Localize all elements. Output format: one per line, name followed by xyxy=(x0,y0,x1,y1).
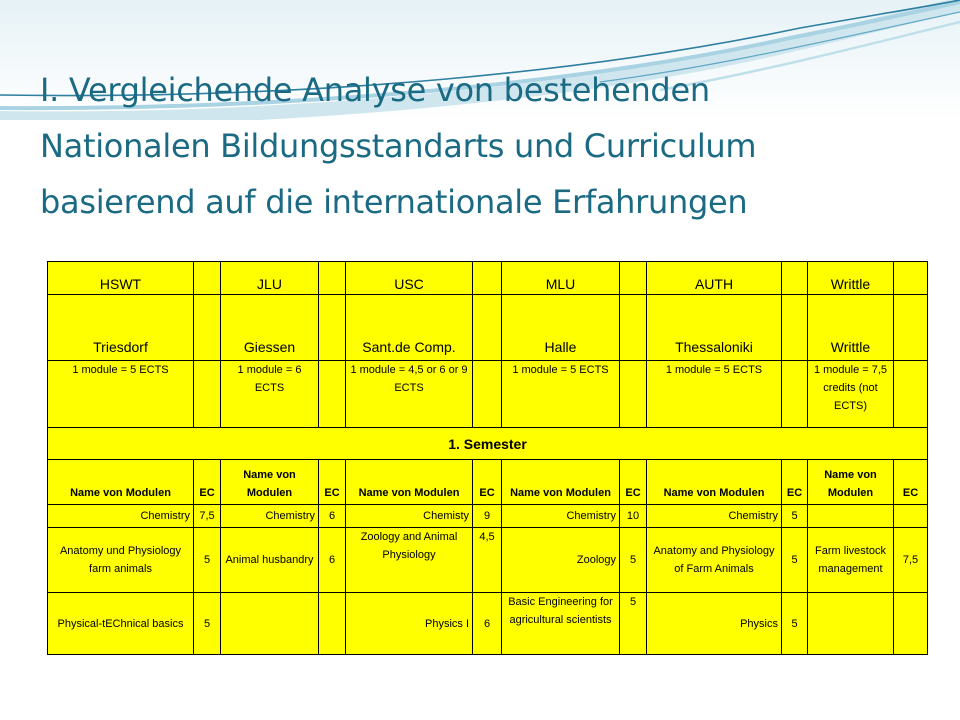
empty-cell xyxy=(782,361,808,428)
city-name: Halle xyxy=(502,295,620,361)
table-row xyxy=(48,505,928,528)
module-size-note: 1 module = 7,5 credits (not ECTS) xyxy=(808,361,894,428)
module-name-cell: Chemistry xyxy=(221,505,319,528)
module-name-cell: Chemistry xyxy=(48,505,194,528)
empty-cell xyxy=(473,295,502,361)
empty-cell xyxy=(194,262,221,295)
empty-cell xyxy=(620,361,647,428)
slide-title-line: basierend auf die internationale Erfahrungen xyxy=(40,183,748,221)
slide-title-line: I. Vergleichende Analyse von bestehenden xyxy=(40,71,710,109)
slide-title-line: Nationalen Bildungsstandarts und Curriculum xyxy=(40,127,757,165)
ects-cell: 5 xyxy=(194,593,221,655)
module-name-header: Name von Modulen xyxy=(48,460,194,505)
module-name-cell: Basic Engineering for agricultural scientists xyxy=(502,593,620,655)
module-name-cell xyxy=(808,505,894,528)
curriculum-comparison-table xyxy=(47,261,928,655)
empty-cell xyxy=(782,262,808,295)
slide-title xyxy=(40,62,940,230)
module-size-note: 1 module = 5 ECTS xyxy=(502,361,620,428)
university-row xyxy=(48,262,928,295)
empty-cell xyxy=(894,361,928,428)
ects-cell: 5 xyxy=(782,593,808,655)
module-name-header: Name von Modulen xyxy=(346,460,473,505)
module-size-note: 1 module = 4,5 or 6 or 9 ECTS xyxy=(346,361,473,428)
module-name-cell: Physics I xyxy=(346,593,473,655)
module-size-note: 1 module = 5 ECTS xyxy=(48,361,194,428)
ects-cell: 9 xyxy=(473,505,502,528)
empty-cell xyxy=(473,262,502,295)
ects-cell xyxy=(894,505,928,528)
module-name-header: Name von Modulen xyxy=(647,460,782,505)
empty-cell xyxy=(620,295,647,361)
ec-header: EC xyxy=(782,460,808,505)
ects-cell: 5 xyxy=(782,528,808,593)
ects-cell: 4,5 xyxy=(473,528,502,593)
ects-cell: 5 xyxy=(194,528,221,593)
city-name: Writtle xyxy=(808,295,894,361)
ects-cell xyxy=(894,593,928,655)
empty-cell xyxy=(894,295,928,361)
empty-cell xyxy=(894,262,928,295)
city-name: Thessaloniki xyxy=(647,295,782,361)
empty-cell xyxy=(319,262,346,295)
ects-cell: 7,5 xyxy=(194,505,221,528)
module-name-cell xyxy=(808,593,894,655)
city-name: Sant.de Comp. xyxy=(346,295,473,361)
module-name-header: Name von Modulen xyxy=(808,460,894,505)
ec-header: EC xyxy=(473,460,502,505)
ec-header: EC xyxy=(620,460,647,505)
university-name: JLU xyxy=(221,262,319,295)
empty-cell xyxy=(473,361,502,428)
ec-header: EC xyxy=(894,460,928,505)
university-name: MLU xyxy=(502,262,620,295)
university-name: Writtle xyxy=(808,262,894,295)
module-size-note: 1 module = 5 ECTS xyxy=(647,361,782,428)
city-name: Giessen xyxy=(221,295,319,361)
empty-cell xyxy=(194,361,221,428)
empty-cell xyxy=(319,361,346,428)
module-name-cell: Chemistry xyxy=(502,505,620,528)
module-name-cell xyxy=(221,593,319,655)
ects-cell: 6 xyxy=(319,528,346,593)
university-name: AUTH xyxy=(647,262,782,295)
city-row xyxy=(48,295,928,361)
column-header-row xyxy=(48,460,928,505)
table-row xyxy=(48,593,928,655)
module-name-header: Name von Modulen xyxy=(502,460,620,505)
ec-header: EC xyxy=(319,460,346,505)
module-name-cell: Animal husbandry xyxy=(221,528,319,593)
ects-cell xyxy=(319,593,346,655)
module-name-header: Name von Modulen xyxy=(221,460,319,505)
university-name: HSWT xyxy=(48,262,194,295)
ects-cell: 6 xyxy=(473,593,502,655)
module-name-cell: Zoology and Animal Physiology xyxy=(346,528,473,593)
ects-cell: 5 xyxy=(620,593,647,655)
ects-cell: 6 xyxy=(319,505,346,528)
module-size-row xyxy=(48,361,928,428)
module-name-cell: Anatomy und Physiology farm animals xyxy=(48,528,194,593)
module-name-cell: Physical-tEChnical basics xyxy=(48,593,194,655)
empty-cell xyxy=(620,262,647,295)
table-row xyxy=(48,528,928,593)
ects-cell: 5 xyxy=(620,528,647,593)
module-name-cell: Farm livestock management xyxy=(808,528,894,593)
module-name-cell: Anatomy and Physiology of Farm Animals xyxy=(647,528,782,593)
ects-cell: 5 xyxy=(782,505,808,528)
city-name: Triesdorf xyxy=(48,295,194,361)
module-size-note: 1 module = 6 ECTS xyxy=(221,361,319,428)
empty-cell xyxy=(194,295,221,361)
university-name: USC xyxy=(346,262,473,295)
semester-row xyxy=(48,428,928,460)
empty-cell xyxy=(782,295,808,361)
empty-cell xyxy=(319,295,346,361)
module-name-cell: Chemistry xyxy=(647,505,782,528)
module-name-cell: Physics xyxy=(647,593,782,655)
ects-cell: 10 xyxy=(620,505,647,528)
module-name-cell: Zoology xyxy=(502,528,620,593)
module-name-cell: Chemisty xyxy=(346,505,473,528)
semester-heading: 1. Semester xyxy=(48,428,928,460)
ects-cell: 7,5 xyxy=(894,528,928,593)
ec-header: EC xyxy=(194,460,221,505)
